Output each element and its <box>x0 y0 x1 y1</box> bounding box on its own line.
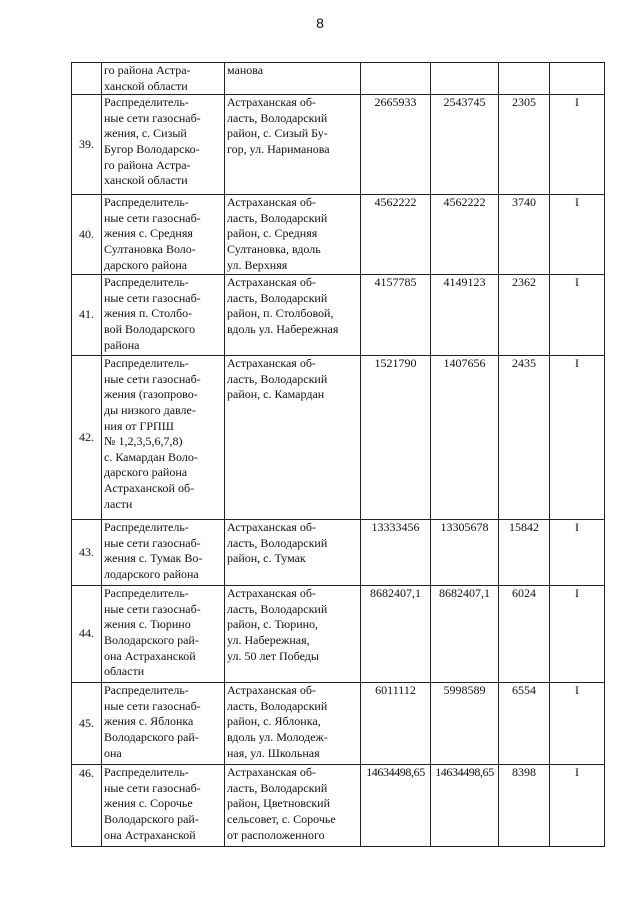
cost-value-2: 8682407,1 <box>431 586 499 683</box>
gas-network-table <box>71 62 605 847</box>
page-number: 8 <box>316 15 324 31</box>
object-name: Распределитель- ные сети газоснаб- жения с. Яблонка Володарского рай- она <box>102 683 225 765</box>
object-address: Астраханская об- ласть, Володарский район, с. Тумак <box>225 520 361 586</box>
category-value: I <box>550 195 605 275</box>
object-address: Астраханская об- ласть, Володарский район, с. Камардан <box>225 356 361 520</box>
row-number: 44. <box>72 586 102 683</box>
table-row <box>72 520 605 586</box>
length-value: 3740 <box>499 195 550 275</box>
length-value: 15842 <box>499 520 550 586</box>
cost-value-2 <box>431 63 499 95</box>
object-address: Астраханская об- ласть, Володарский район, с. Тюрино, ул. Набережная, ул. 50 лет Победы <box>225 586 361 683</box>
table-row <box>72 195 605 275</box>
cost-value-2: 5998589 <box>431 683 499 765</box>
length-value: 6024 <box>499 586 550 683</box>
cost-value-1 <box>361 63 431 95</box>
row-number: 46. <box>72 765 102 847</box>
cost-value-1: 4157785 <box>361 275 431 356</box>
object-address: Астраханская об- ласть, Володарский район, п. Столбовой, вдоль ул. Набережная <box>225 275 361 356</box>
cost-value-1: 6011112 <box>361 683 431 765</box>
row-number: 40. <box>72 195 102 275</box>
length-value: 2362 <box>499 275 550 356</box>
object-name: Распределитель- ные сети газоснаб- жения с. Сорочье Володарского рай- она Астраханской <box>102 765 225 847</box>
cost-value-2: 14634498,65 <box>431 765 499 847</box>
cost-value-1: 4562222 <box>361 195 431 275</box>
category-value: I <box>550 275 605 356</box>
length-value: 8398 <box>499 765 550 847</box>
table-row <box>72 63 605 95</box>
cost-value-1: 2665933 <box>361 95 431 195</box>
cost-value-2: 4149123 <box>431 275 499 356</box>
category-value: I <box>550 520 605 586</box>
table-row <box>72 275 605 356</box>
object-address: Астраханская об- ласть, Володарский район, с. Сизый Бу- гор, ул. Нариманова <box>225 95 361 195</box>
object-name: Распределитель- ные сети газоснаб- жения (газопрово- ды низкого давле- ния от ГРПШ № 1,2,3,5,6,7,8) с. Камардан Воло- дарского района Астраханской об- ласти <box>102 356 225 520</box>
cost-value-2: 4562222 <box>431 195 499 275</box>
table-row <box>72 356 605 520</box>
object-name: Распределитель- ные сети газоснаб- жения с. Тумак Во- лодарского района <box>102 520 225 586</box>
object-address: Астраханская об- ласть, Володарский район, Цветновский сельсовет, с. Сорочье от расположенного <box>225 765 361 847</box>
row-number: 39. <box>72 95 102 195</box>
row-number: 45. <box>72 683 102 765</box>
category-value <box>550 63 605 95</box>
length-value: 2305 <box>499 95 550 195</box>
cost-value-1: 1521790 <box>361 356 431 520</box>
category-value: I <box>550 683 605 765</box>
object-address: Астраханская об- ласть, Володарский район, с. Яблонка, вдоль ул. Молодеж- ная, ул. Школьная <box>225 683 361 765</box>
cost-value-2: 2543745 <box>431 95 499 195</box>
category-value: I <box>550 356 605 520</box>
object-name: го района Астра- ханской области <box>102 63 225 95</box>
row-number: 43. <box>72 520 102 586</box>
table-row <box>72 683 605 765</box>
cost-value-2: 13305678 <box>431 520 499 586</box>
length-value: 2435 <box>499 356 550 520</box>
length-value <box>499 63 550 95</box>
object-name: Распределитель- ные сети газоснаб- жения с. Тюрино Володарского рай- она Астраханской области <box>102 586 225 683</box>
object-name: Распределитель- ные сети газоснаб- жения с. Средняя Султановка Воло- дарского района <box>102 195 225 275</box>
row-number: 42. <box>72 356 102 520</box>
cost-value-1: 14634498,65 <box>361 765 431 847</box>
row-number: 41. <box>72 275 102 356</box>
cost-value-1: 13333456 <box>361 520 431 586</box>
category-value: I <box>550 586 605 683</box>
table-row <box>72 765 605 847</box>
object-address: манова <box>225 63 361 95</box>
cost-value-1: 8682407,1 <box>361 586 431 683</box>
category-value: I <box>550 95 605 195</box>
cost-value-2: 1407656 <box>431 356 499 520</box>
row-number <box>72 63 102 95</box>
category-value: I <box>550 765 605 847</box>
table-row <box>72 95 605 195</box>
length-value: 6554 <box>499 683 550 765</box>
table-row <box>72 586 605 683</box>
object-name: Распределитель- ные сети газоснаб- жения, с. Сизый Бугор Володарско- го района Астра- ханской области <box>102 95 225 195</box>
object-name: Распределитель- ные сети газоснаб- жения п. Столбо- вой Володарского района <box>102 275 225 356</box>
object-address: Астраханская об- ласть, Володарский район, с. Средняя Султановка, вдоль ул. Верхняя <box>225 195 361 275</box>
